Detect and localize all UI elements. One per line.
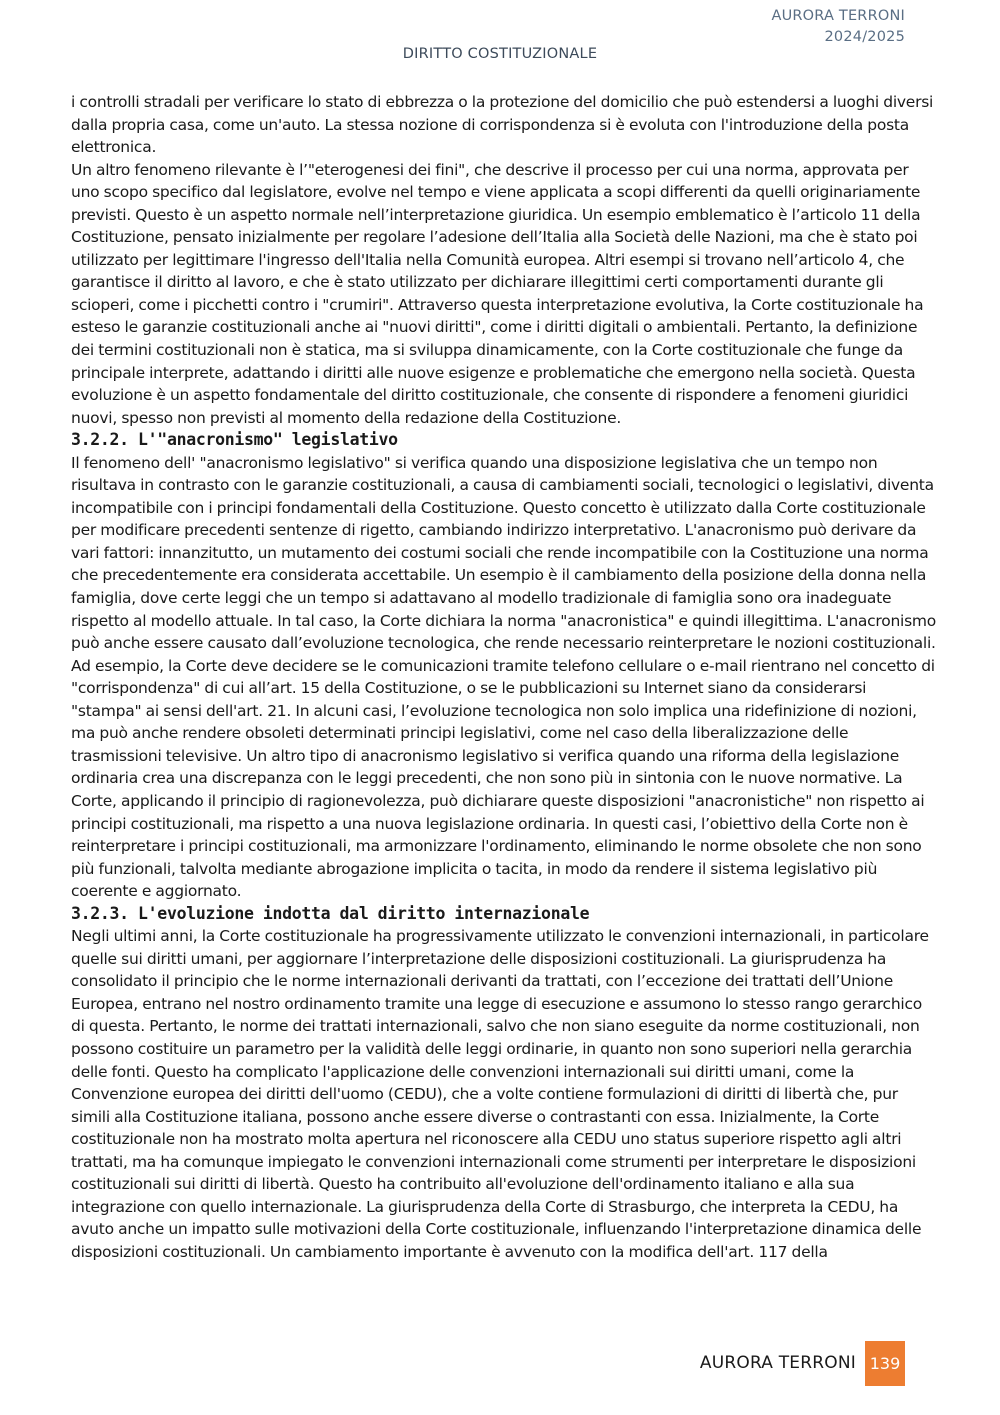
header-year: 2024/2025 [824, 29, 905, 45]
footer-author: AURORA TERRONI [699, 1353, 856, 1373]
section-heading: 3.2.2. L'"anacronismo" legislativo [71, 430, 398, 450]
header-meta [771, 6, 905, 48]
paragraph: i controlli stradali per verificare lo stato di ebbrezza o la protezione del domicilio che può estendersi a luoghi diversi dalla propria casa, come un'auto. La stessa nozione di corrispondenza si è evoluta con l'introduzione della posta elettronica. [71, 93, 934, 157]
paragraph: Un altro fenomeno rilevante è l’"eterogenesi dei fini", che descrive il processo per cui una norma, approvata per uno scopo specifico dal legislatore, evolve nel tempo e viene applicata a scopi differenti da quelli originariamente previsti. Questo è un aspetto normale nell’interpretazione giuridica. Un esempio emblematico è l’articolo 11 della Costituzione, pensato inizialmente per regolare l’adesione dell’Italia alla Società delle Nazioni, ma che è stato poi utilizzato per legittimare l'ingresso dell'Italia nella Comunità europea. Altri esempi si trovano nell’articolo 4, che garantisce il diritto al lavoro, e che è stato utilizzato per dichiarare illegittimi certi comportamenti durante gli scioperi, come i picchetti contro i "crumiri". Attraverso questa interpretazione evolutiva, la Corte costituzionale ha esteso le garanzie costituzionali anche ai "nuovi diritti", come i diritti digitali o ambientali. Pertanto, la definizione dei termini costituzionali non è statica, ma si sviluppa dinamicamente, con la Corte costituzionale che funge da principale interprete, adattando i diritti alle nuove esigenze e problematiche che emergono nella società. Questa evoluzione è un aspetto fondamentale del diritto costituzionale, che consente di rispondere a fenomeni giuridici nuovi, spesso non previsti al momento della redazione della Costituzione. [71, 160, 924, 427]
section-heading: 3.2.3. L'evoluzione indotta dal diritto internazionale [71, 903, 590, 923]
header-subject: DIRITTO COSTITUZIONALE [402, 46, 598, 62]
page-content [71, 91, 937, 1263]
page-number: 139 [869, 1354, 901, 1373]
paragraph: Negli ultimi anni, la Corte costituzionale ha progressivamente utilizzato le convenzioni internazionali, in particolare quelle sui diritti umani, per aggiornare l’interpretazione delle disposizioni costituzionali. La giurisprudenza ha consolidato il principio che le norme internazionali derivanti da trattati, con l’eccezione dei trattati dell’Unione Europea, entrano nel nostro ordinamento tramite una legge di esecuzione e assumono lo stesso rango gerarchico di questa. Pertanto, le norme dei trattati internazionali, salvo che non siano eseguite da norme costituzionali, non possono costituire un parametro per la validità delle leggi ordinarie, in quanto non sono superiori nella gerarchia delle fonti. Questo ha complicato l'applicazione delle convenzioni internazionali sui diritti umani, come la Convenzione europea dei diritti dell'uomo (CEDU), che a volte contiene formulazioni di diritti di libertà che, pur simili alla Costituzione italiana, possono anche essere diverse o contrastanti con essa. Inizialmente, la Corte costituzionale non ha mostrato molta apertura nel riconoscere alla CEDU uno status superiore rispetto agli altri trattati, ma ha comunque impiegato le convenzioni internazionali come strumenti per interpretare le disposizioni costituzionali sui diritti di libertà. Questo ha contribuito all'evoluzione dell'ordinamento italiano e alla sua integrazione con quello internazionale. La giurisprudenza della Corte di Strasburgo, che interpreta la CEDU, ha avuto anche un impatto sulle motivazioni della Corte costituzionale, influenzando l'interpretazione dinamica delle disposizioni costituzionali. Un cambiamento importante è avvenuto con la modifica dell'art. 117 della [71, 927, 929, 1261]
page-number-badge [865, 1341, 905, 1386]
paragraph: Il fenomeno dell' "anacronismo legislativo" si verifica quando una disposizione legislativa che un tempo non risultava in contrasto con le garanzie costituzionali, a causa di cambiamenti sociali, tecnologici o legislativi, diventa incompatibile con i principi fondamentali della Costituzione. Questo concetto è utilizzato dalla Corte costituzionale per modificare precedenti sentenze di rigetto, cambiando indirizzo interpretativo. L'anacronismo può derivare da vari fattori: innanzitutto, un mutamento dei costumi sociali che rende incompatibile con la Costituzione una norma che precedentemente era considerata accettabile. Un esempio è il cambiamento della posizione della donna nella famiglia, dove certe leggi che un tempo si adattavano al modello tradizionale di famiglia sono ora inadeguate rispetto al modello attuale. In tal caso, la Corte dichiara la norma "anacronistica" e quindi illegittima. L'anacronismo può anche essere causato dall’evoluzione tecnologica, che rende necessario reinterpretare le nozioni costituzionali. Ad esempio, la Corte deve decidere se le comunicazioni tramite telefono cellulare o e-mail rientrano nel concetto di "corrispondenza" di cui all’art. 15 della Costituzione, o se le pubblicazioni su Internet siano da considerarsi "stampa" ai sensi dell'art. 21. In alcuni casi, l’evoluzione tecnologica non solo implica una ridefinizione di nozioni, ma può anche rendere obsoleti determinati principi legislativi, come nel caso della liberalizzazione delle trasmissioni televisive. Un altro tipo di anacronismo legislativo si verifica quando una riforma della legislazione ordinaria crea una discrepanza con le leggi precedenti, che non sono più in sintonia con le nuove normative. La Corte, applicando il principio di ragionevolezza, può dichiarare queste disposizioni "anacronistiche" non rispetto ai principi costituzionali, ma rispetto a una nuova legislazione ordinaria. In questi casi, l’obiettivo della Corte non è reinterpretare i principi costituzionali, ma armonizzare l'ordinamento, eliminando le norme obsolete che non sono più funzionali, talvolta mediante abrogazione implicita o tacita, in modo da rendere il sistema legislativo più coerente e aggiornato. [71, 453, 936, 901]
header-author: AURORA TERRONI [771, 8, 905, 24]
